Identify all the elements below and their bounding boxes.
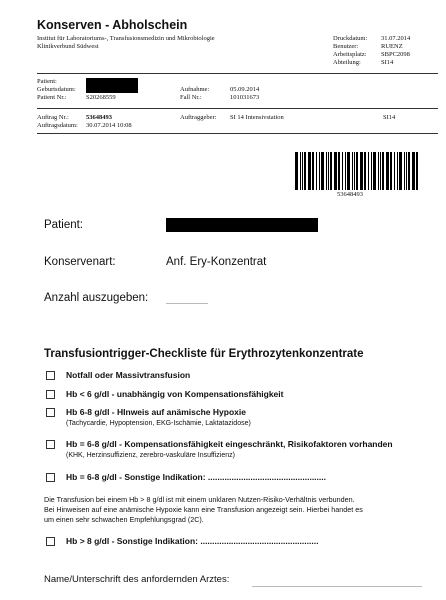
- barcode-bar: [347, 152, 350, 190]
- barcode-bar: [378, 152, 379, 190]
- blood-product-label: Konservenart:: [44, 256, 116, 268]
- signature-field[interactable]: [252, 586, 422, 587]
- divider: [37, 133, 438, 134]
- barcode-bar: [373, 152, 376, 190]
- orderer-value: SI 14 Intensivstation: [230, 114, 284, 121]
- quantity-field[interactable]: [166, 303, 208, 304]
- barcode-bar: [364, 152, 366, 190]
- barcode-number: 53648493: [337, 191, 363, 198]
- admission-value: 05.09.2014: [230, 86, 260, 93]
- divider: [37, 73, 438, 74]
- patient-nr-value: S20268559: [86, 94, 116, 101]
- form-patient-label: Patient:: [44, 219, 83, 231]
- meta-value: 31.07.2014: [381, 35, 411, 42]
- order-date-label: Auftragsdatum:: [37, 122, 78, 129]
- barcode-bar: [300, 152, 301, 190]
- checkbox-hb-above-8[interactable]: [46, 537, 55, 546]
- institute-line-2: Klinikverbund Südwest: [37, 43, 99, 50]
- barcode-bar: [360, 152, 363, 190]
- barcode-bar: [394, 152, 395, 190]
- checklist-item-label: Hb < 6 g/dl - unabhängig von Kompensationsfähigkeit: [66, 389, 284, 399]
- barcode-bar: [316, 152, 317, 190]
- page-title: Konserven - Abholschein: [37, 18, 188, 32]
- barcode-bar: [345, 152, 346, 190]
- divider: [37, 108, 438, 109]
- patient-name-redaction: [166, 218, 318, 232]
- station-code: SI14: [383, 114, 396, 121]
- checklist-item-label: Hb 6-8 g/dl - HInweis auf anämische Hypoxie: [66, 407, 246, 417]
- transfusion-note-line: um einen sehr schwachen Empfehlungsgrad (2C).: [44, 515, 204, 524]
- checkbox-emergency[interactable]: [46, 371, 55, 380]
- meta-label: Abteilung:: [333, 59, 361, 66]
- barcode-bar: [390, 152, 392, 190]
- birthdate-label: Geburtsdatum:: [37, 86, 76, 93]
- transfusion-note-line: Die Transfusion bei einem Hb > 8 g/dl ist mit einem unklaren Nutzen-Risiko-Verhältnis verbunden.: [44, 495, 355, 504]
- institute-line-1: Institut für Laboratoriums-, Transfusionsmedizin und Mikrobiologie: [37, 35, 215, 42]
- patient-label: Patient:: [37, 78, 57, 85]
- barcode-bar: [321, 152, 324, 190]
- patient-nr-label: Patient Nr.:: [37, 94, 67, 101]
- meta-value: SI14: [381, 59, 394, 66]
- barcode-bar: [304, 152, 306, 190]
- meta-label: Arbeitsplatz:: [333, 51, 367, 58]
- checkbox-hb-other[interactable]: [46, 473, 55, 482]
- case-nr-label: Fall Nr.:: [180, 94, 202, 101]
- barcode-bar: [308, 152, 311, 190]
- barcode-bar: [397, 152, 398, 190]
- barcode-bar: [408, 152, 410, 190]
- orderer-label: Auftraggeber:: [180, 114, 217, 121]
- checklist-item-label: Hb = 6-8 g/dl - Kompensationsfähigkeit eingeschränkt, Risikofaktoren vorhanden: [66, 439, 393, 449]
- barcode-bar: [380, 152, 381, 190]
- meta-label: Druckdatum:: [333, 35, 368, 42]
- checklist-item-label: Hb > 8 g/dl - Sonstige Indikation: ..................................................: [66, 536, 319, 546]
- checklist-item-note: (KHK, Herzinsuffizienz, zerebro-vaskuläre Insuffizienz): [66, 452, 235, 459]
- signature-label: Name/Unterschrift des anfordernden Arztes:: [44, 574, 230, 585]
- barcode-bar: [326, 152, 327, 190]
- barcode-bar: [371, 152, 372, 190]
- barcode-bar: [334, 152, 337, 190]
- transfusion-note: [44, 495, 439, 525]
- barcode-bar: [338, 152, 340, 190]
- barcode-bar: [352, 152, 353, 190]
- meta-value: RUENZ: [381, 43, 403, 50]
- meta-label: Benutzer:: [333, 43, 359, 50]
- checkbox-hb-below-6[interactable]: [46, 390, 55, 399]
- checklist-title: Transfusiontrigger-Checkliste für Erythrozytenkonzentrate: [44, 348, 364, 360]
- barcode-bar: [416, 152, 418, 190]
- meta-value: SBPC2098: [381, 51, 410, 58]
- checklist-item-note: (Tachycardie, Hypoptension, EKG-Ischämie, Laktatazidose): [66, 420, 251, 427]
- print-meta: [333, 35, 443, 67]
- barcode-bar: [354, 152, 355, 190]
- barcode-image: [295, 152, 418, 190]
- barcode-bar: [412, 152, 415, 190]
- barcode-bar: [406, 152, 407, 190]
- admission-label: Aufnahme:: [180, 86, 210, 93]
- checklist-item-label: Hb = 6-8 g/dl - Sonstige Indikation: ..................................................: [66, 472, 326, 482]
- blood-product-value: Anf. Ery-Konzentrat: [166, 256, 267, 268]
- order-nr-label: Auftrag Nr.:: [37, 114, 69, 121]
- order-date-value: 30.07.2014 10:08: [86, 122, 132, 129]
- quantity-label: Anzahl auszugeben:: [44, 292, 149, 304]
- checkbox-hb-hypoxia[interactable]: [46, 408, 55, 417]
- transfusion-note-line: Bei Hinweisen auf eine anämische Hypoxie kann eine Transfusion angezeigt sein. Hierbei handet es: [44, 505, 363, 514]
- barcode-bar: [295, 152, 298, 190]
- barcode-bar: [382, 152, 384, 190]
- barcode-bar: [330, 152, 332, 190]
- barcode-bar: [356, 152, 358, 190]
- checklist-item-label: Notfall oder Massivtransfusion: [66, 370, 191, 380]
- barcode-bar: [404, 152, 405, 190]
- barcode-bar: [342, 152, 343, 190]
- barcode-bar: [302, 152, 303, 190]
- order-nr-value: 53648493: [86, 114, 112, 121]
- barcode-bar: [399, 152, 402, 190]
- case-nr-value: 101031673: [230, 94, 260, 101]
- checkbox-hb-risk-factors[interactable]: [46, 440, 55, 449]
- barcode-bar: [386, 152, 389, 190]
- barcode-bar: [368, 152, 369, 190]
- barcode-bar: [328, 152, 329, 190]
- redaction-bar: [86, 78, 138, 93]
- barcode-bar: [319, 152, 320, 190]
- barcode-bar: [312, 152, 314, 190]
